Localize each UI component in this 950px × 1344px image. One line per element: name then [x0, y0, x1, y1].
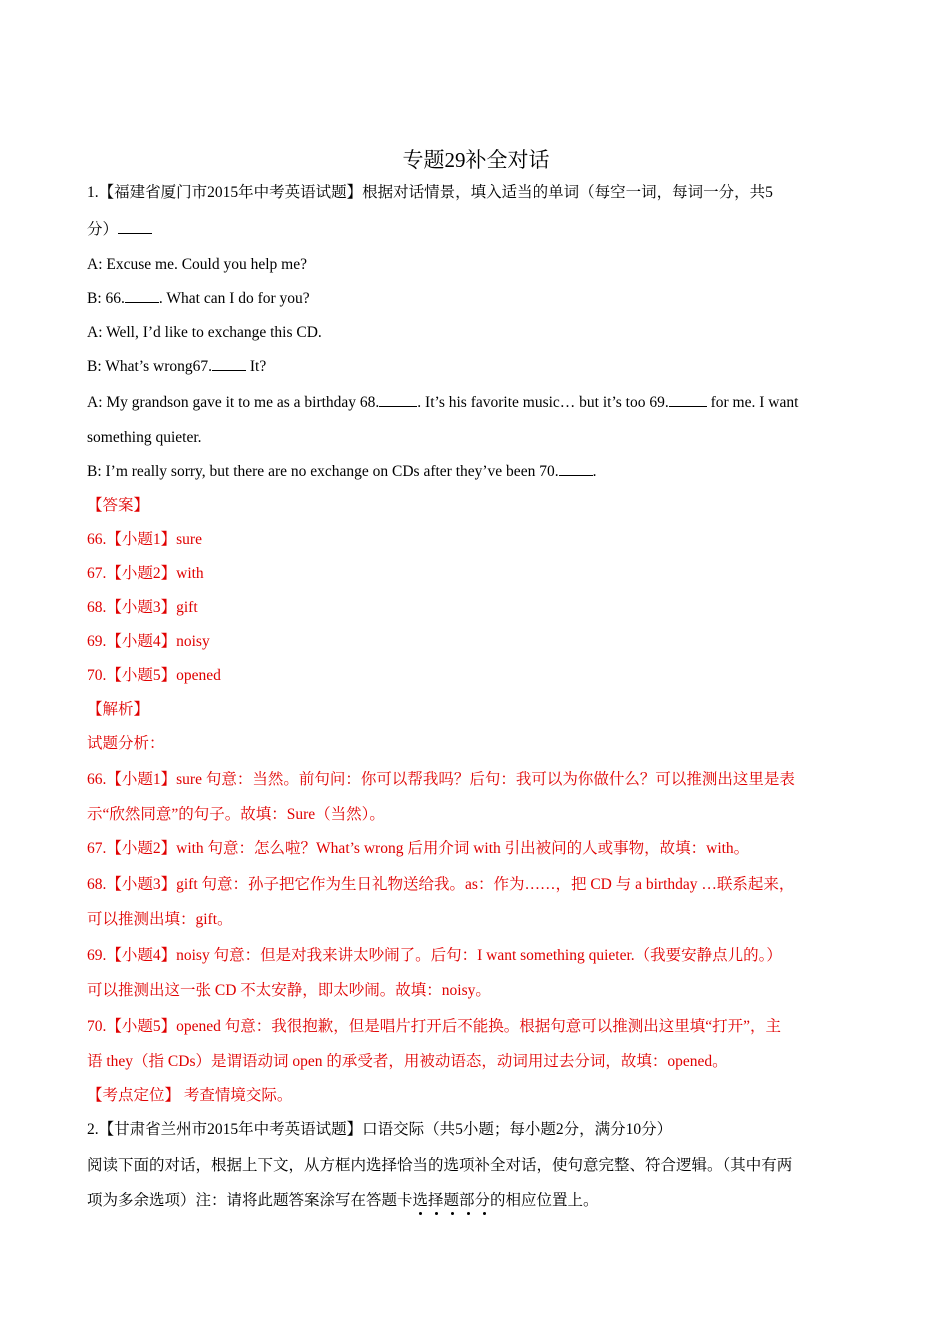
analysis-66-line2: 示“欣然同意”的句子。故填：Sure（当然）。 [87, 806, 385, 823]
q1-heading-line2: 分） [87, 211, 865, 248]
blank-70 [559, 460, 593, 476]
analysis-69-line1: 69.【小题4】noisy 句意：但是对我来讲太吵闹了。后句：I want something quieter.（我要安静点儿的。） [87, 947, 782, 964]
q2-heading: 2.【甘肃省兰州市2015年中考英语试题】口语交际（共5小题；每小题2分，满分10分） [87, 1121, 673, 1138]
blank-66 [125, 287, 159, 303]
dialogue-line: B: I’m really sorry, but there are no exchange on CDs after they’ve been 70. . [87, 455, 865, 489]
dialogue-line: something quieter. [87, 429, 202, 446]
analysis-68-line1: 68.【小题3】gift 句意：孙子把它作为生日礼物送给我。as：作为……，把 CD 与 a birthday …联系起来， [87, 876, 795, 893]
q1-heading-line1 [87, 174, 865, 211]
dialogue-line: A: Well, I’d like to exchange this CD. [87, 324, 322, 341]
emphasis-dotted-text: 选择题部分 [413, 1192, 491, 1209]
dialogue-line: B: What’s wrong67. It? [87, 350, 865, 384]
blank-69 [669, 391, 707, 407]
answer-item: 67.【小题2】with [87, 565, 204, 582]
document-page [87, 146, 865, 1218]
answer-label: 【答案】 [87, 497, 150, 514]
analysis-67: 67.【小题2】with 句意：怎么啦？What’s wrong 后用介词 with 引出被问的人或事物，故填：with。 [87, 840, 750, 857]
analysis-69-line2: 可以推测出这一张 CD 不太安静，即太吵闹。故填：noisy。 [87, 982, 491, 999]
blank-67 [212, 355, 246, 371]
page-title: 专题29补全对话 [402, 148, 550, 172]
q2-instruction-line1: 阅读下面的对话，根据上下文，从方框内选择恰当的选项补全对话，使句意完整、符合逻辑。（其中有两 [87, 1157, 793, 1174]
blank-68 [379, 391, 417, 407]
dialogue-line: B: 66. . What can I do for you? [87, 282, 865, 316]
answer-blank [118, 218, 152, 234]
analysis-70-line2: 语 they（指 CDs）是谓语动词 open 的承受者，用被动语态，动词用过去分词，故填：opened。 [87, 1053, 728, 1070]
dialogue-line: A: My grandson gave it to me as a birthday 68. . It’s his favorite music… but it’s too 69. for me. I want [87, 384, 865, 421]
analysis-label: 【解析】 [87, 701, 150, 718]
answer-item: 68.【小题3】gift [87, 599, 198, 616]
analysis-intro: 试题分析： [87, 735, 165, 752]
q2-instruction-line2: 项为多余选项）注：请将此题答案涂写在答题卡选择题部分 的相应位置上。 [87, 1184, 865, 1218]
focus-line: 【考点定位】 考查情境交际。 [87, 1087, 293, 1104]
q1-heading-text: 1.【福建省厦门市2015年中考英语试题】根据对话情景，填入适当的单词（每空一词，每词一分，共5 [87, 184, 773, 201]
answer-item: 66.【小题1】sure [87, 531, 202, 548]
analysis-70-line1: 70.【小题5】opened 句意：我很抱歉，但是唱片打开后不能换。根据句意可以推测出这里填“打开”，主 [87, 1018, 782, 1035]
analysis-68-line2: 可以推测出填：gift。 [87, 911, 233, 928]
analysis-66-line1: 66.【小题1】sure 句意：当然。前句问：你可以帮我吗？后句：我可以为你做什么？可以推测出这里是表 [87, 771, 795, 788]
answer-item: 69.【小题4】noisy [87, 633, 210, 650]
dialogue-line: A: Excuse me. Could you help me? [87, 256, 307, 273]
answer-item: 70.【小题5】opened [87, 667, 221, 684]
